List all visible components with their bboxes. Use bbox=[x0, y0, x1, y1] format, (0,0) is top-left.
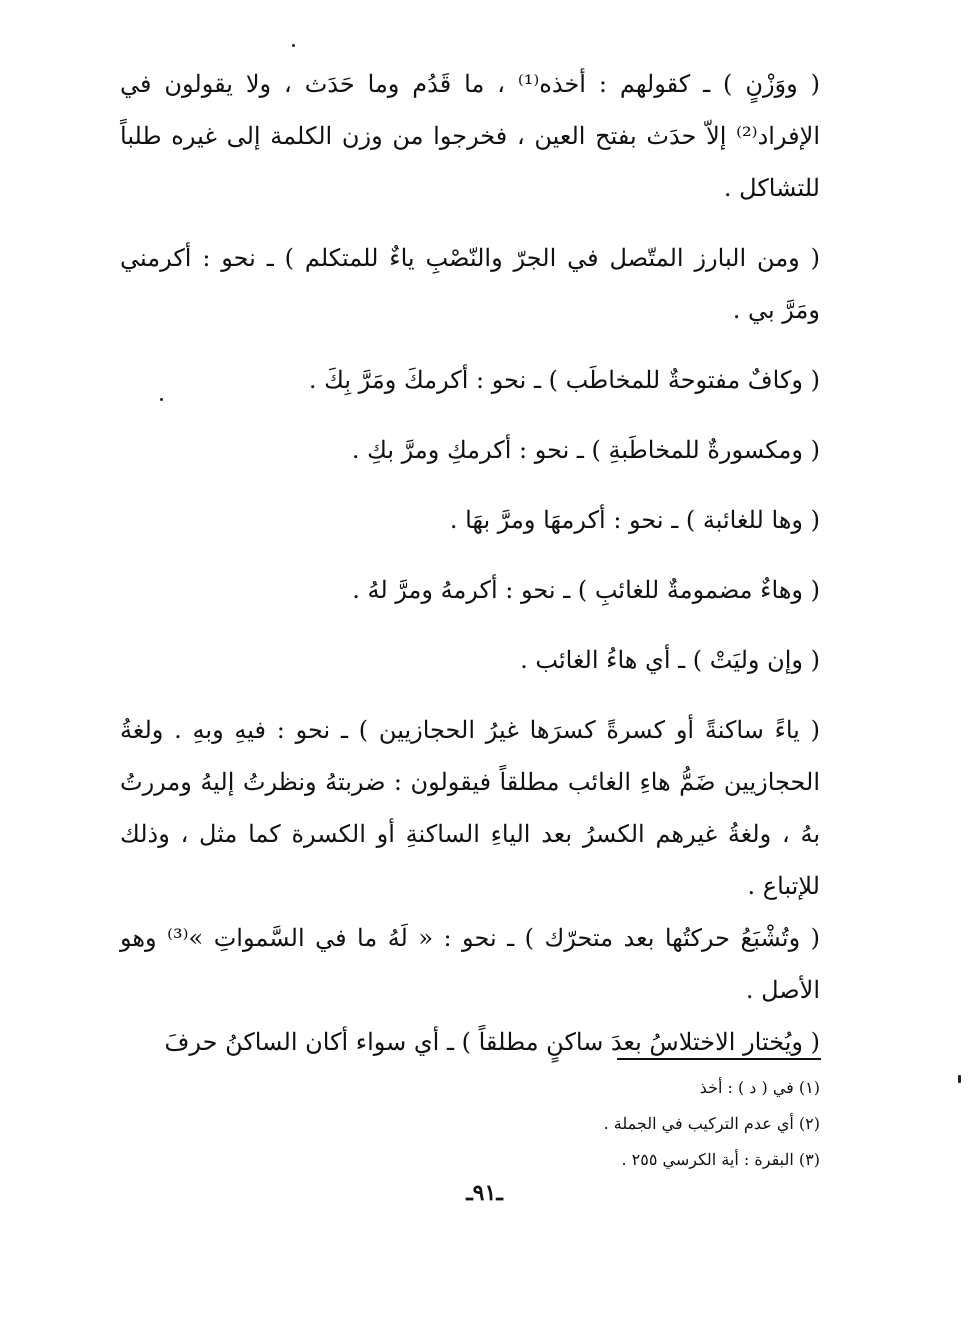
paragraph-7: ( وإن وليَتْ ) ـ أي هاءُ الغائب . bbox=[520, 646, 820, 674]
footnote-1: (١) في ( د ) : أخذ bbox=[699, 1078, 820, 1097]
paragraph-2: ( ومن البارز المتّصل في الجرّ والنّصْبِ ياءٌ للمتكلم ) ـ نحو : أكرمني ومَرَّ بي . bbox=[120, 244, 820, 324]
paragraph-8: ( ياءً ساكنةً أو كسرةً كسرَها غيرُ الحجازيين ) ـ نحو : فيهِ وبهِ . ولغةُ الحجازيين ضَمُّ هاءِ الغائب مطلقاً فيقولون : ضربتهُ ونظرتُ إليهُ ومررتُ بهُ ، ولغةُ غيرهم الكسرُ بعد الياءِ الساكنةِ أو الكسرة كما مثل ، وذلك للإتباع . bbox=[120, 716, 820, 900]
paragraph-9: ( وتُشْبَعُ حركتُها بعد متحرّك ) ـ نحو : « لَهُ ما في السَّمواتِ »⁽³⁾ وهو الأصل . bbox=[120, 924, 820, 1004]
paragraph-1: ( ووَزْنٍ ) ـ كقولهم : أخذه⁽¹⁾ ، ما قَدُم وما حَدَث ، ولا يقولون في الإفراد⁽²⁾ إلاّ حدَث بفتح العين ، فخرجوا من وزن الكلمة إلى غيره طلباً للتشاكل . bbox=[120, 70, 820, 202]
paragraph-10: ( ويُختار الاختلاسُ بعدَ ساكنٍ مطلقاً ) ـ أي سواء أكان الساكنُ حرفَ bbox=[164, 1028, 820, 1056]
page-number: ـ٩١ـ bbox=[466, 1180, 503, 1206]
paragraph-3: ( وكافٌ مفتوحةٌ للمخاطَب ) ـ نحو : أكرمكَ ومَرَّ بِكَ . bbox=[308, 366, 820, 394]
footnotes bbox=[420, 1070, 820, 1178]
paragraph-6: ( وهاءٌ مضمومةٌ للغائبِ ) ـ نحو : أكرمهُ ومرَّ لهُ . bbox=[352, 576, 820, 604]
paragraph-4: ( ومكسورةٌ للمخاطَبةِ ) ـ نحو : أكرمكِ ومرَّ بكِ . bbox=[351, 436, 820, 464]
scan-speck bbox=[958, 1075, 961, 1083]
footnote-separator bbox=[617, 1058, 821, 1060]
main-text bbox=[120, 58, 820, 1068]
paragraph-5: ( وها للغائبة ) ـ نحو : أكرمهَا ومرَّ بهَا . bbox=[449, 506, 820, 534]
scan-speck bbox=[160, 398, 163, 401]
scan-speck bbox=[292, 44, 295, 47]
footnote-2: (٢) أي عدم التركيب في الجملة . bbox=[603, 1114, 820, 1133]
footnote-3: (٣) البقرة : أية الكرسي ٢٥٥ . bbox=[621, 1150, 820, 1169]
